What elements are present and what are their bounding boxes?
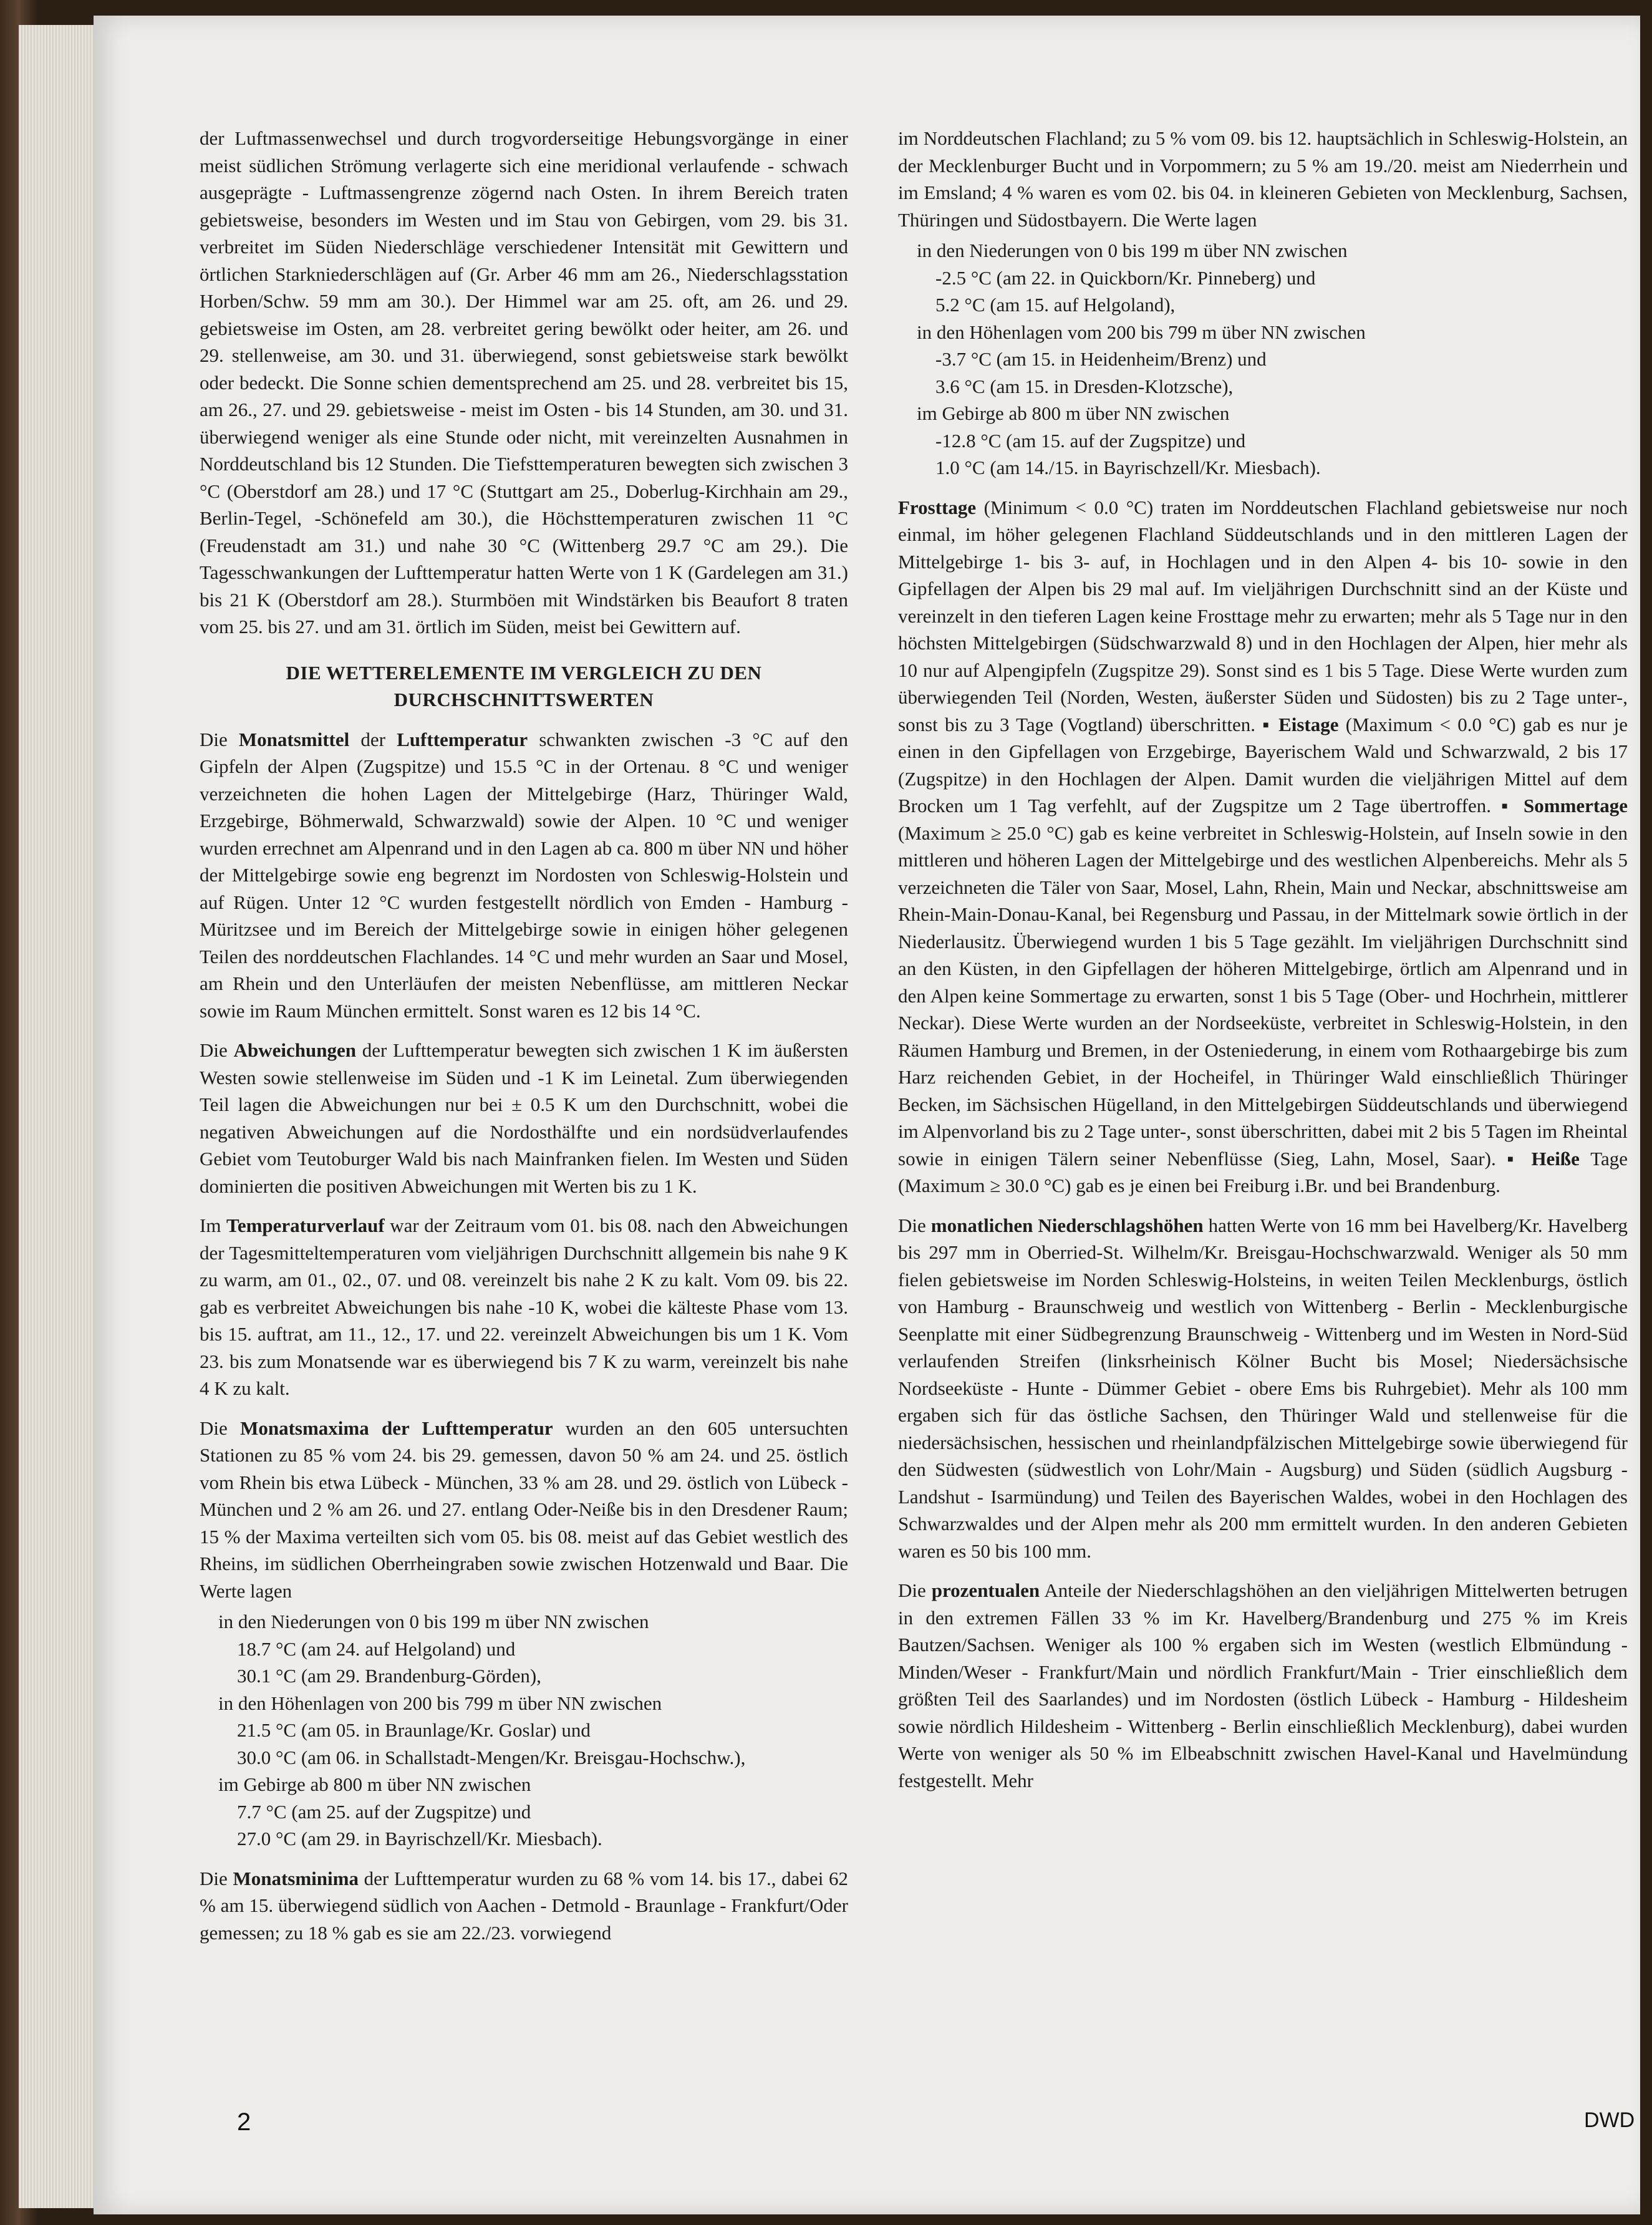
list-item: in den Niederungen von 0 bis 199 m über NN zwischen: [218, 1611, 649, 1632]
paragraph-monthly-minima: Die Monatsminima der Lufttemperatur wurden zu 68 % vom 14. bis 17., dabei 62 % am 15. überwiegend südlich von Aachen - Detmold - Braunlage - Frankfurt/Oder gemessen; zu 18 % gab es sie am 22./23. vorwiegend: [200, 1867, 848, 1944]
list-item: -12.8 °C (am 15. auf der Zugspitze) und: [935, 429, 1246, 452]
left-column: [200, 125, 848, 1959]
list-item: in den Niederungen von 0 bis 199 m über NN zwischen: [917, 240, 1348, 261]
paragraph-weather-course: der Luftmassenwechsel und durch trogvorderseitige Hebungsvorgänge in einer meist südlichen Strömung verlagerte sich eine meridional verlaufende - schwach ausgeprägte - Luftmassengrenze zögernd nach Osten. In ihrem Bereich traten gebietsweise, besonders im Westen und im Stau von Gebirgen, vom 29. bis 31. verbreitet im Süden Niederschläge verschiedener Intensität mit Gewittern und örtlichen Starkniederschlägen auf (Gr. Arber 46 mm am 26., Niederschlagsstation Horben/Schw. 59 mm am 30.). Der Himmel war am 25. oft, am 26. und 29. gebietsweise im Osten, am 28. verbreitet gering bewölkt oder heiter, am 26. und 29. stellenweise, am 30. und 31. überwiegend, sonst gebietsweise stark bewölkt oder bedeckt. Die Sonne schien dementsprechend am 25. und 28. verbreitet bis 15, am 26., 27. und 29. gebietsweise - meist im Osten - bis 14 Stunden, am 30. und 31. überwiegend weniger als eine Stunde oder nicht, mit vereinzelten Ausnahmen in Norddeutschland bis 12 Stunden. Die Tiefsttemperaturen bewegten sich zwischen 3 °C (Oberstdorf am 28.) und 17 °C (Stuttgart am 25., Doberlug-Kirchhain am 29., Berlin-Tegel, -Schönefeld am 30.), die Höchsttemperaturen zwischen 11 °C (Freudenstadt am 31.) und nahe 30 °C (Wittenberg 29.7 °C am 29.). Die Tagesschwankungen der Lufttemperatur hatten Werte von 1 K (Gardelegen am 31.) bis 21 K (Oberstdorf am 28.). Sturmböen mit Windstärken bis Beaufort 8 traten vom 25. bis 27. und am 31. örtlich im Süden, meist bei Gewittern auf.: [200, 127, 848, 637]
paragraph-deviations: Die Abweichungen der Lufttemperatur bewegten sich zwischen 1 K im äußersten Westen sowie stellenweise im Süden und -1 K im Leinetal. Zum überwiegenden Teil lagen die Abweichungen nur bei ± 0.5 K um den Durchschnitt, wobei die negativen Abweichungen auf die Nordosthälfte und ein nordsüdverlaufendes Gebiet vom Teutoburger Wald bis nach Mainfranken fielen. Im Westen und Süden dominierten die positiven Abweichungen mit Werten bis zu 1 K.: [200, 1039, 848, 1197]
page-edges: [19, 25, 101, 2208]
list-item: 30.1 °C (am 29. Brandenburg-Görden),: [237, 1665, 541, 1687]
list-item: -3.7 °C (am 15. in Heidenheim/Brenz) und: [935, 348, 1267, 370]
paragraph-precipitation: Die monatlichen Niederschlagshöhen hatten Werte von 16 mm bei Havelberg/Kr. Havelberg bis 297 mm in Oberried-St. Wilhelm/Kr. Breisgau-Hochschwarzwald. Weniger als 50 mm fielen gebietsweise im Norden Schleswig-Holsteins, in weiten Teilen Mecklenburgs, östlich von Hamburg - Braunschweig und westlich von Wittenberg - Berlin - Mecklenburgische Seenplatte mit einer Südbegrenzung Braunschweig - Wittenberg und im Westen in Nord-Süd verlaufenden Streifen (linksrheinisch Kölner Bucht bis Mosel; Niedersächsische Nordseeküste - Hunte - Dümmer Gebiet - obere Ems bis Ruhrgebiet). Mehr als 100 mm ergaben sich für das östliche Sachsen, den Thüringer Wald und stellenweise für die niedersächsischen, hessischen und rheinlandpfälzischen Mittelgebirge sowie überwiegend für den Südwesten (südwestlich von Lohr/Main - Augsburg) und Süden (südlich Augsburg - Landshut - Isarmündung) und Teilen des Bayerischen Waldes, wobei in den Hochlagen des Schwarzwaldes und der Alpen mehr als 200 mm ermittelt wurden. In den anderen Gebieten waren es 50 bis 100 mm.: [898, 1214, 1628, 1562]
list-item: im Gebirge ab 800 m über NN zwischen: [917, 402, 1230, 424]
page-number: 2: [237, 2108, 251, 2136]
paragraph-temperature-course: Im Temperaturverlauf war der Zeitraum vom 01. bis 08. nach den Abweichungen der Tagesmitteltemperaturen vom vieljährigen Durchschnitt allgemein bis nahe 9 K zu warm, am 01., 02., 07. und 08. vereinzelt bis nahe 2 K zu kalt. Vom 09. bis 22. gab es verbreitet Abweichungen bis nahe -10 K, wobei die kälteste Phase vom 13. bis 15. auftrat, am 11., 12., 17. und 22. vereinzelt Abweichungen bis um 1 K. Vom 23. bis zum Monatsende war es überwiegend bis 7 K zu warm, vereinzelt bis nahe 4 K zu kalt.: [200, 1214, 848, 1399]
list-item: in den Höhenlagen vom 200 bis 799 m über NN zwischen: [917, 321, 1366, 343]
paragraph-percentages: Die prozentualen Anteile der Niederschlagshöhen an den vieljährigen Mittelwerten betrugen in den extremen Fällen 33 % im Kr. Havelberg/Brandenburg und 275 % im Kreis Bautzen/Sachsen. Weniger als 100 % ergaben sich im Westen (westlich Elbmündung - Minden/Weser - Frankfurt/Main und nördlich Frankfurt/Main - Trier einschließlich dem größten Teil des Saarlandes) und im Nordosten (östlich Lübeck - Hamburg - Hildesheim sowie nördlich Hildesheim - Wittenberg - Berlin einschließlich Mecklenburg), dabei wurden Werte von weniger als 50 % im Elbeabschnitt zwischen Havel-Kanal und Havelmündung festgestellt. Mehr: [898, 1579, 1628, 1791]
minima-list: [917, 237, 1628, 482]
right-column: [898, 125, 1628, 1806]
list-item: 1.0 °C (am 14./15. in Bayrischzell/Kr. Miesbach).: [935, 457, 1321, 478]
paragraph-minima-continued: im Norddeutschen Flachland; zu 5 % vom 09. bis 12. hauptsächlich in Schleswig-Holstein, an der Mecklenburger Bucht und in Vorpommern; zu 5 % am 19./20. meist am Niederrhein und im Emsland; 4 % waren es vom 02. bis 04. in kleineren Gebieten von Mecklenburg, Sachsen, Thüringen und Südostbayern. Die Werte lagen: [898, 127, 1628, 231]
list-item: 30.0 °C (am 06. in Schallstadt-Mengen/Kr. Breisgau-Hochschw.),: [237, 1746, 746, 1768]
paragraph-frost-days: Frosttage (Minimum < 0.0 °C) traten im Norddeutschen Flachland gebietsweise nur noch einmal, im höher gelegenen Flachland Süddeutschlands und in den mittleren Lagen der Mittelgebirge 1- bis 3- auf, in Hochlagen und in den Alpen 4- bis 10- sowie in den Gipfellagen der Alpen bis 29 mal auf. Im vieljährigen Durchschnitt sind an der Küste und vereinzelt in den tieferen Lagen keine Frosttage mehr zu erwarten; mehr als 5 Tage nur in den höchsten Mittelgebirgen (Südschwarzwald 8) und in den Hochlagen der Alpen, hier mehr als 10 nur auf Alpengipfeln (Zugspitze 29). Sonst sind es 1 bis 5 Tage. Diese Werte wurden zum überwiegenden Teil (Norden, Westen, äußerster Süden und Südosten) bis zu 2 Tage unter-, sonst bis zu 3 Tage (Vogtland) überschritten. ▪ Eistage (Maximum < 0.0 °C) gab es nur je einen in den Gipfellagen von Erzgebirge, Bayerischem Wald und Schwarzwald, 2 bis 17 (Zugspitze) in den Hochlagen der Alpen. Damit wurden die vieljährigen Mittel auf dem Brocken um 1 Tag verfehlt, auf der Zugspitze um 2 Tage übertroffen. ▪ Sommertage (Maximum ≥ 25.0 °C) gab es keine verbreitet in Schleswig-Holstein, auf Inseln sowie in den mittleren und höheren Lagen der Mittelgebirge und des westlichen Alpenbereichs. Mehr als 5 verzeichneten die Täler von Saar, Mosel, Lahn, Rhein, Main und Neckar, abschnittsweise am Rhein-Main-Donau-Kanal, bei Regensburg und Passau, in der Mittelmark sowie örtlich in der Niederlausitz. Überwiegend wurden 1 bis 5 Tage gezählt. Im vieljährigen Durchschnitt sind an den Küsten, in den Gipfellagen der höheren Mittelgebirge, örtlich am Alpenrand und in den Alpen keine Sommertage zu erwarten, sonst 1 bis 5 Tage (Ober- und Hochrhein, mittlerer Neckar). Diese Werte wurden an der Nordseeküste, verbreitet in Schleswig-Holstein, in den Räumen Hamburg und Bremen, in der Osteniederung, in einem vom Rothaargebirge bis zum Harz reichenden Gebiet, in der Hocheifel, in Thüringer Wald einschließlich Thüringer Becken, im Sächsischen Hügelland, in den Mittelgebirgen Süddeutschlands und überwiegend im Alpenvorland bis zu 2 Tage unter-, sonst überschritten, dabei mit 2 bis 5 Tagen im Rheintal sowie in einigen Tälern seiner Nebenflüsse (Sieg, Lahn, Mosel, Saar). ▪ Heiße Tage (Maximum ≥ 30.0 °C) gab es je einen bei Freiburg i.Br. und bei Brandenburg.: [898, 496, 1628, 1196]
list-item: 27.0 °C (am 29. in Bayrischzell/Kr. Miesbach).: [237, 1828, 602, 1849]
list-item: in den Höhenlagen von 200 bis 799 m über NN zwischen: [218, 1692, 662, 1714]
footer-mark: DWD: [1584, 2108, 1635, 2132]
list-item: 21.5 °C (am 05. in Braunlage/Kr. Goslar) und: [237, 1719, 591, 1741]
list-item: 3.6 °C (am 15. in Dresden-Klotzsche),: [935, 375, 1234, 397]
list-item: 5.2 °C (am 15. auf Helgoland),: [935, 294, 1176, 316]
maxima-list: [218, 1608, 848, 1853]
paragraph-monthly-maxima: Die Monatsmaxima der Lufttemperatur wurden an den 605 untersuchten Stationen zu 85 % vom 24. bis 29. gemessen, davon 50 % am 24. und 25. östlich vom Rhein bis etwa Lübeck - München, 33 % am 28. und 29. östlich von Lübeck - München und 2 % am 26. und 27. entlang Oder-Neiße bis in den Dresdener Raum; 15 % der Maxima verteilten sich vom 05. bis 08. meist auf das Gebiet westlich des Rheins, im südlichen Oberrheingraben sowie zwischen Hotzenwald und Baar. Die Werte lagen: [200, 1417, 848, 1602]
list-item: im Gebirge ab 800 m über NN zwischen: [218, 1773, 531, 1795]
list-item: 18.7 °C (am 24. auf Helgoland) und: [237, 1637, 516, 1660]
paragraph-monthly-mean: Die Monatsmittel der Lufttemperatur schwankten zwischen -3 °C auf den Gipfeln der Alpen (Zugspitze) und 15.5 °C in der Ortenau. 8 °C und weniger verzeichneten die hohen Lagen der Mittelgebirge (Harz, Thüringer Wald, Erzgebirge, Böhmerwald, Schwarzwald) sowie der Alpen. 10 °C und weniger wurden errechnet am Alpenrand und in den Lagen ab ca. 800 m über NN und höher der Mittelgebirge sowie eng begrenzt im Nordosten von Schleswig-Holstein und auf Rügen. Unter 12 °C wurden festgestellt nördlich von Emden - Hamburg - Müritzsee und im Bereich der Mittelgebirge sowie in einigen höher gelegenen Teilen des norddeutschen Flachlandes. 14 °C und mehr wurden an Saar und Mosel, am Rhein und den Unterläufen der meisten Nebenflüsse, am mittleren Neckar sowie im Raum München ermittelt. Sonst waren es 12 bis 14 °C.: [200, 728, 848, 1022]
list-item: -2.5 °C (am 22. in Quickborn/Kr. Pinneberg) und: [935, 266, 1316, 289]
section-heading: DIE WETTERELEMENTE IM VERGLEICH ZU DEN DURCHSCHNITTSWERTEN: [286, 661, 762, 710]
list-item: 7.7 °C (am 25. auf der Zugspitze) und: [237, 1800, 531, 1823]
